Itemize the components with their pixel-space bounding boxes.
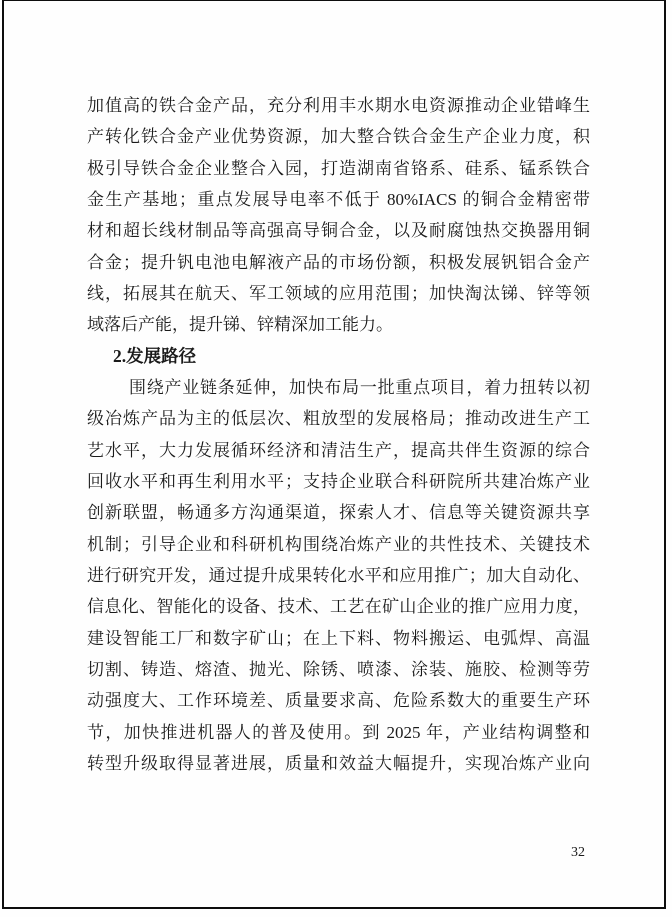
section-heading: 2.发展路径 <box>113 345 197 366</box>
text-line: 建设智能工厂和数字矿山；在上下料、物料搬运、电弧焊、高温 <box>87 628 590 648</box>
text-line: 合金；提升钒电池电解液产品的市场份额，积极发展钒铝合金产 <box>87 252 590 272</box>
text-line: 切割、铸造、熔渣、抛光、除锈、喷漆、涂装、施胶、检测等劳 <box>87 659 590 679</box>
text-line: 围绕产业链条延伸，加快布局一批重点项目，着力扭转以初 <box>129 377 590 397</box>
text-line: 金生产基地；重点发展导电率不低于 80%IACS 的铜合金精密带 <box>87 189 590 209</box>
text-line: 产转化铁合金产业优势资源，加大整合铁合金生产企业力度，积 <box>87 127 590 147</box>
text-line: 信息化、智能化的设备、技术、工艺在矿山企业的推广应用力度， <box>87 597 590 617</box>
document-body <box>87 90 590 779</box>
text-line: 加值高的铁合金产品，充分利用丰水期水电资源推动企业错峰生 <box>87 96 590 115</box>
text-line: 级冶炼产品为主的低层次、粗放型的发展格局；推动改进生产工 <box>87 409 590 429</box>
text-line: 节，加快推进机器人的普及使用。到 2025 年，产业结构调整和 <box>87 722 590 742</box>
text-line: 域落后产能，提升锑、锌精深加工能力。 <box>87 315 393 335</box>
page-number: 32 <box>571 845 585 860</box>
text-line: 机制；引导企业和科研机构围绕冶炼产业的共性技术、关键技术 <box>87 534 590 554</box>
text-line: 创新联盟，畅通多方沟通渠道，探索人才、信息等关键资源共享 <box>87 503 590 523</box>
text-line: 动强度大、工作环境差、质量要求高、危险系数大的重要生产环 <box>87 691 590 711</box>
text-line: 进行研究开发，通过提升成果转化水平和应用推广；加大自动化、 <box>87 565 590 585</box>
text-line: 线，拓展其在航天、军工领域的应用范围；加快淘汰锑、锌等领 <box>87 283 590 303</box>
text-line: 极引导铁合金企业整合入园，打造湖南省铬系、硅系、锰系铁合 <box>87 158 590 178</box>
text-line: 艺水平，大力发展循环经济和清洁生产，提高共伴生资源的综合 <box>87 440 590 460</box>
text-line: 回收水平和再生利用水平；支持企业联合科研院所共建冶炼产业 <box>87 471 590 491</box>
text-line: 材和超长线材制品等高强高导铜合金，以及耐腐蚀热交换器用铜 <box>87 221 590 241</box>
text-line: 转型升级取得显著进展，质量和效益大幅提升，实现冶炼产业向 <box>87 753 590 773</box>
